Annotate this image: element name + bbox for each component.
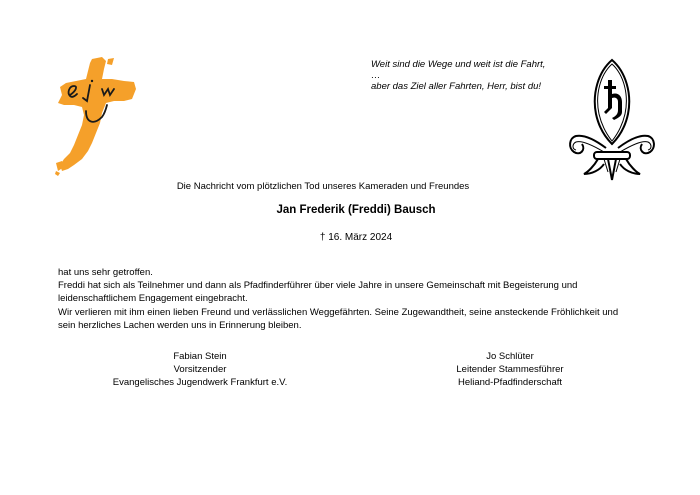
deceased-name: [0, 204, 700, 216]
body-line: Freddi hat sich als Teilnehmer und dann als Pfadfinderführer über viele Jahre in unsere Gemeinschaft mit Begeisterung und: [58, 280, 578, 292]
body-line: Wir verlieren mit ihm einen lieben Freund und verlässlichen Weggefährten. Seine Zugewandtheit, seine ansteckende Fröhlichkeit und: [58, 306, 619, 318]
body-line: hat uns sehr getroffen.: [58, 267, 153, 278]
motto-line-1: Weit sind die Wege und weit ist die Fahrt,: [371, 59, 546, 70]
body-line: sein herzliches Lachen werden uns in Erinnerung bleiben.: [58, 319, 302, 331]
heliand-fleur-de-lis-logo: [568, 56, 656, 182]
body-line: leidenschaftlichem Engagement eingebracht.: [58, 293, 248, 305]
death-date-text: † 16. März 2024: [319, 232, 393, 243]
fleur-de-lis-icon: [568, 56, 656, 182]
signatory-organization: Heliand-Pfadfinderschaft: [457, 377, 563, 388]
signatory-role: Vorsitzender: [173, 364, 227, 375]
signatory-role: Leitender Stammesführer: [456, 364, 564, 375]
ejw-cross-logo: [52, 55, 138, 177]
obituary-body: [58, 266, 658, 332]
motto-ellipsis: …: [371, 70, 381, 81]
signatory-organization: Evangelisches Jugendwerk Frankfurt e.V.: [112, 377, 288, 388]
signature-right: [430, 350, 590, 389]
motto: [371, 59, 545, 92]
signature-left: [100, 350, 300, 389]
motto-line-3: aber das Ziel aller Fahrten, Herr, bist du!: [371, 81, 542, 92]
announcement-intro-text: Die Nachricht vom plötzlichen Tod unseres Kameraden und Freundes: [176, 181, 470, 192]
announcement-intro: [0, 181, 700, 192]
ejw-cross-icon: [52, 55, 138, 177]
deceased-name-text: Jan Frederik (Freddi) Bausch: [276, 204, 436, 216]
signatory-name: Fabian Stein: [173, 351, 227, 362]
signatory-name: Jo Schlüter: [486, 351, 534, 362]
death-date: [0, 232, 700, 243]
